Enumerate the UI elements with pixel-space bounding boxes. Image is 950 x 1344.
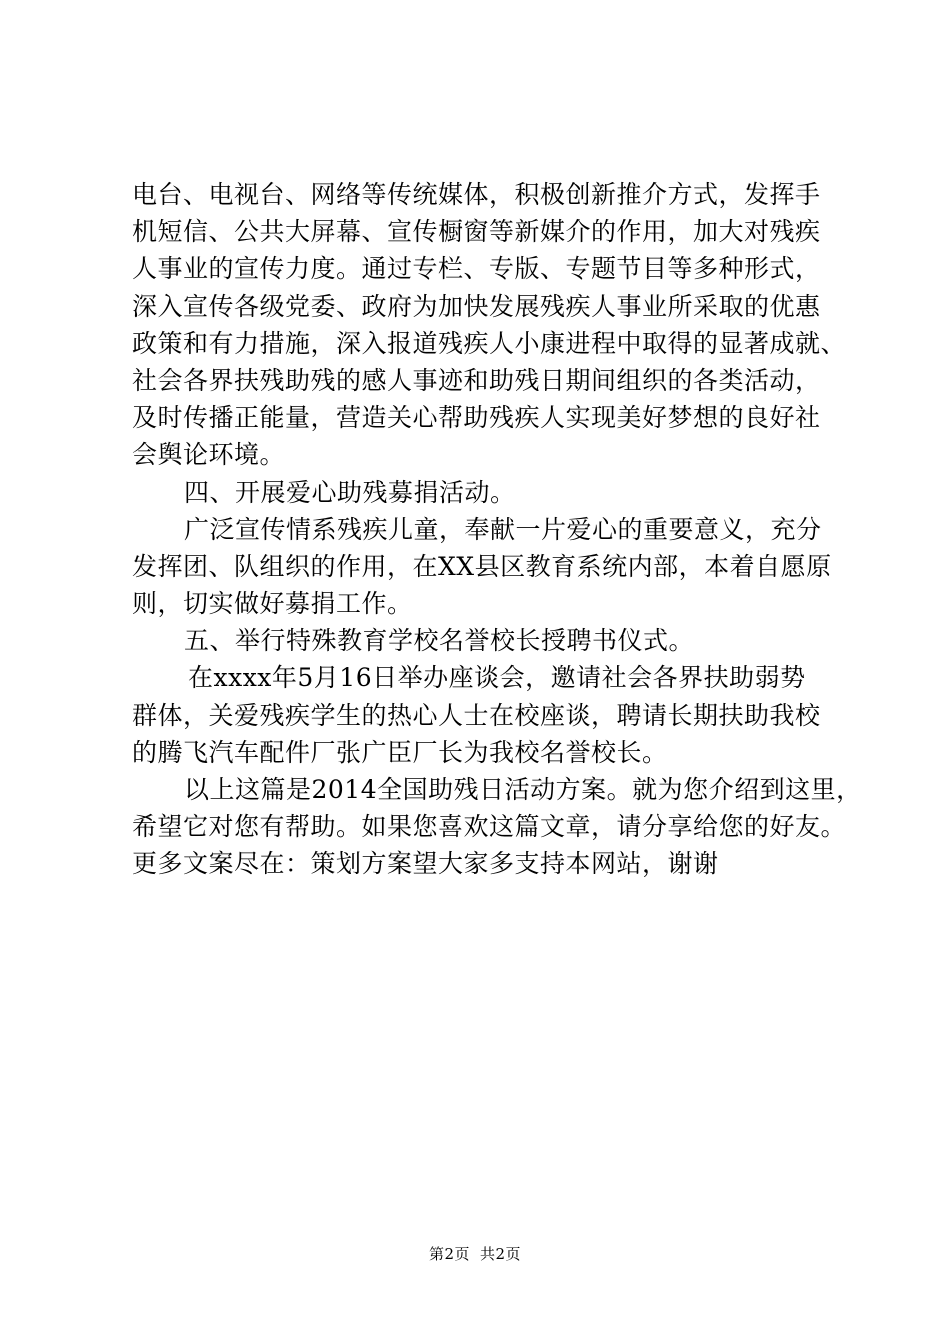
page-total: 共2页 (480, 1245, 522, 1263)
paragraph-line: 机短信、公共大屏幕、宣传橱窗等新媒介的作用，加大对残疾 (132, 217, 821, 247)
paragraph-line: 电台、电视台、网络等传统媒体，积极创新推介方式，发挥手 (132, 180, 821, 209)
paragraph-line: 社会各界扶残助残的感人事迹和助残日期间组织的各类活动， (132, 365, 821, 395)
paragraph-line: 的腾飞汽车配件厂张广臣厂长为我校名誉校长。 (132, 737, 668, 767)
paragraph-line: 及时传播正能量，营造关心帮助残疾人实现美好梦想的良好社 (132, 403, 821, 433)
paragraph-line: 则，切实做好募捐工作。 (132, 589, 413, 619)
paragraph-line: 会舆论环境。 (132, 440, 286, 470)
closing-line: 更多文案尽在：策划方案望大家多支持本网站，谢谢 (132, 849, 719, 879)
closing-line: 以上这篇是2014全国助残日活动方案。就为您介绍到这里， (184, 775, 862, 804)
paragraph-line: 群体，关爱残疾学生的热心人士在校座谈，聘请长期扶助我校 (132, 700, 821, 730)
paragraph-line: 人事业的宣传力度。通过专栏、专版、专题节目等多种形式， (132, 254, 821, 284)
page-footer (0, 1244, 950, 1264)
paragraph-line: 政策和有力措施，深入报道残疾人小康进程中取得的显著成就、 (132, 328, 847, 358)
page-number: 第2页 (428, 1245, 470, 1263)
paragraph-line: 在xxxx年5月16日举办座谈会，邀请社会各界扶助弱势 (188, 663, 806, 693)
document-body (132, 176, 862, 883)
paragraph-line: 深入宣传各级党委、政府为加快发展残疾人事业所采取的优惠 (132, 291, 821, 321)
closing-line: 希望它对您有帮助。如果您喜欢这篇文章，请分享给您的好友。 (132, 812, 847, 842)
section-heading-5: 五、举行特殊教育学校名誉校长授聘书仪式。 (184, 626, 695, 656)
paragraph-line: 广泛宣传情系残疾儿童，奉献一片爱心的重要意义，充分 (184, 514, 822, 544)
section-heading-4: 四、开展爱心助残募捐活动。 (184, 477, 516, 507)
paragraph-line: 发挥团、队组织的作用，在XX县区教育系统内部，本着自愿原 (132, 551, 832, 581)
